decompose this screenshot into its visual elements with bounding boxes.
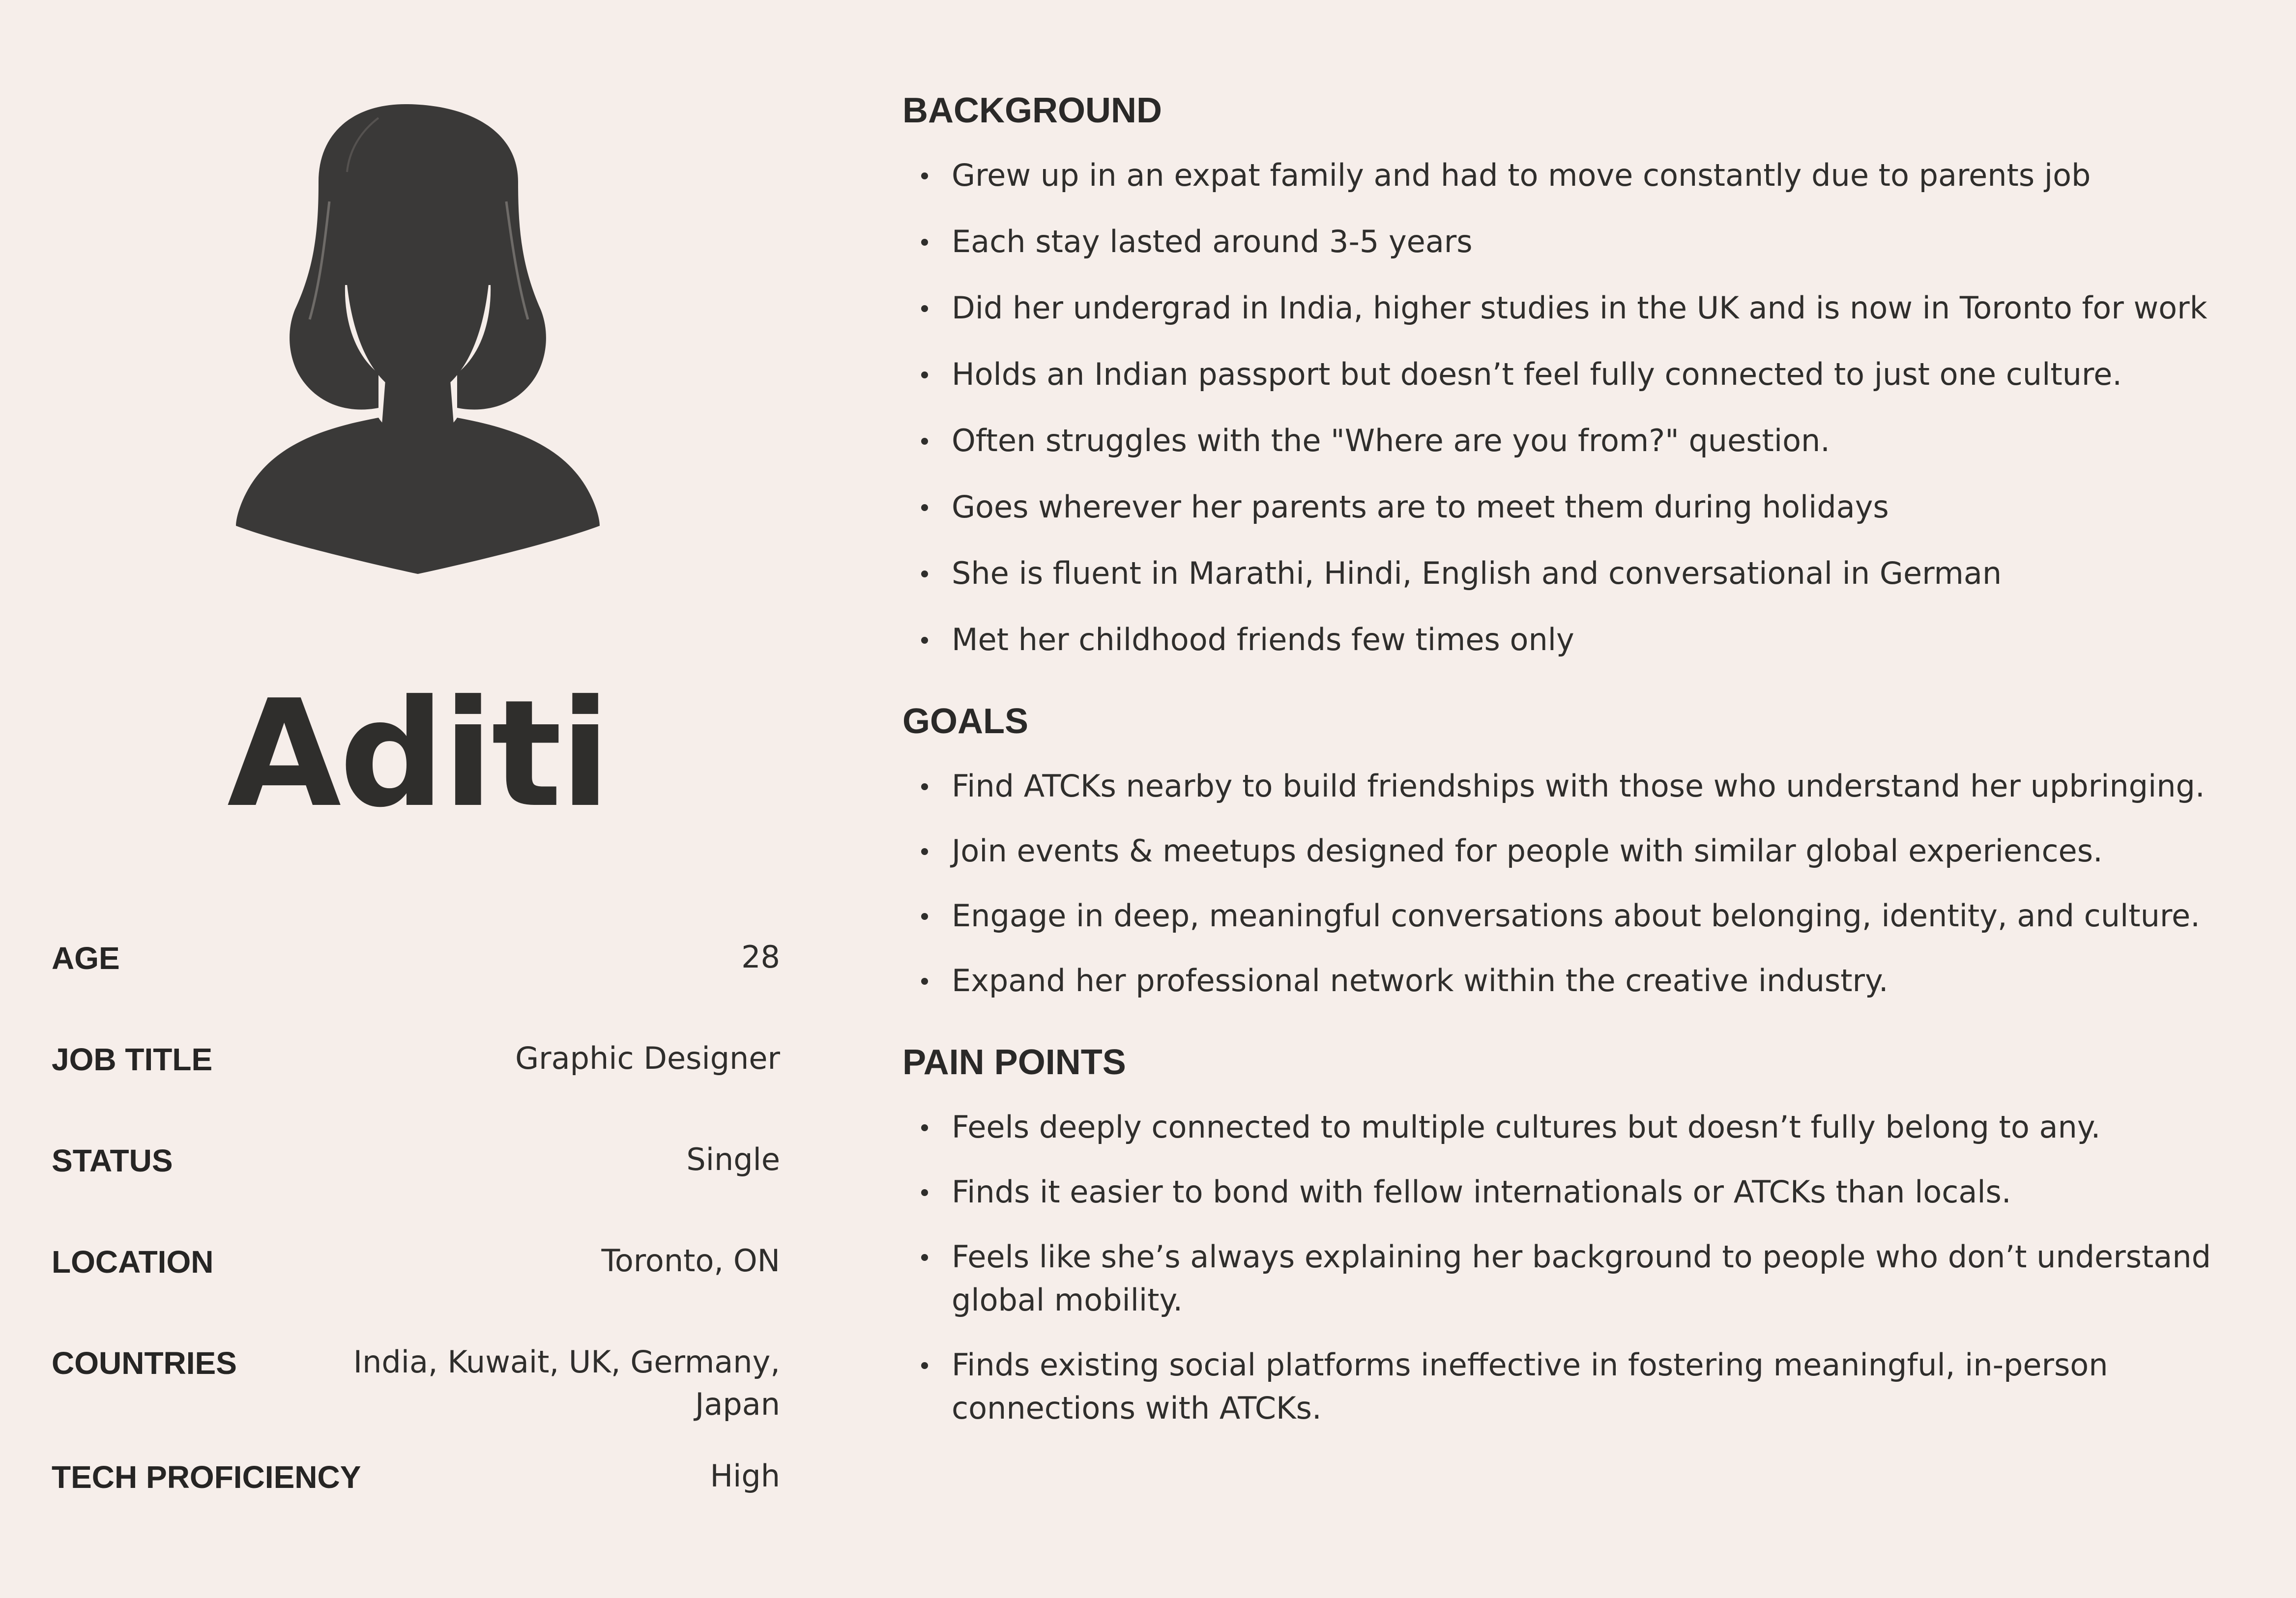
list-item: Engage in deep, meaningful conversations about belonging, identity, and culture. [902, 894, 2259, 938]
persona-name: Aditi [227, 668, 609, 840]
pain-points-list [902, 1106, 2259, 1430]
list-item: Expand her professional network within the creative industry. [902, 959, 2259, 1002]
list-item: Did her undergrad in India, higher studies in the UK and is now in Toronto for work [902, 286, 2259, 330]
goals-list [902, 765, 2259, 1002]
detail-row-job-title [52, 1037, 780, 1082]
detail-value: High [710, 1458, 780, 1494]
list-item: Feels like she’s always explaining her background to people who don’t understand global mobility. [902, 1235, 2259, 1322]
list-item: Holds an Indian passport but doesn’t feel fully connected to just one culture. [902, 353, 2259, 396]
detail-label: STATUS [52, 1143, 173, 1178]
detail-row-location [52, 1240, 780, 1284]
section-title-background: BACKGROUND [902, 91, 1162, 130]
detail-label: JOB TITLE [52, 1042, 213, 1077]
pain-points-section [902, 1038, 2259, 1430]
detail-row-status [52, 1139, 780, 1183]
detail-label: AGE [52, 941, 120, 976]
list-item: Met her childhood friends few times only [902, 618, 2259, 661]
background-list [902, 154, 2259, 661]
detail-row-countries [52, 1341, 780, 1426]
detail-label: TECH PROFICIENCY [52, 1459, 361, 1495]
list-item: She is fluent in Marathi, Hindi, English and conversational in German [902, 552, 2259, 595]
list-item: Goes wherever her parents are to meet them during holidays [902, 485, 2259, 529]
detail-value: Toronto, ON [601, 1243, 780, 1279]
list-item: Each stay lasted around 3-5 years [902, 220, 2259, 263]
list-item: Join events & meetups designed for people with similar global experiences. [902, 829, 2259, 873]
detail-row-age [52, 936, 780, 980]
list-item: Finds existing social platforms ineffective in fostering meaningful, in-person connections with ATCKs. [902, 1343, 2259, 1430]
detail-label: COUNTRIES [52, 1345, 237, 1381]
persona-details [52, 936, 780, 1556]
avatar [231, 98, 605, 580]
section-title-goals: GOALS [902, 702, 1029, 741]
detail-value: Graphic Designer [515, 1040, 780, 1076]
detail-value: 28 [741, 939, 780, 975]
detail-value: India, Kuwait, UK, Germany, Japan [353, 1344, 780, 1422]
detail-row-tech-proficiency [52, 1455, 780, 1499]
background-section [902, 86, 2259, 661]
detail-value: Single [686, 1141, 780, 1177]
list-item: Finds it easier to bond with fellow internationals or ATCKs than locals. [902, 1170, 2259, 1214]
detail-label: LOCATION [52, 1244, 214, 1280]
list-item: Feels deeply connected to multiple cultures but doesn’t fully belong to any. [902, 1106, 2259, 1149]
persona-narrative [902, 86, 2259, 1465]
list-item: Often struggles with the "Where are you from?" question. [902, 419, 2259, 462]
goals-section [902, 697, 2259, 1002]
woman-silhouette-icon [231, 98, 605, 580]
list-item: Grew up in an expat family and had to move constantly due to parents job [902, 154, 2259, 197]
section-title-pain-points: PAIN POINTS [902, 1043, 1126, 1082]
list-item: Find ATCKs nearby to build friendships with those who understand her upbringing. [902, 765, 2259, 808]
